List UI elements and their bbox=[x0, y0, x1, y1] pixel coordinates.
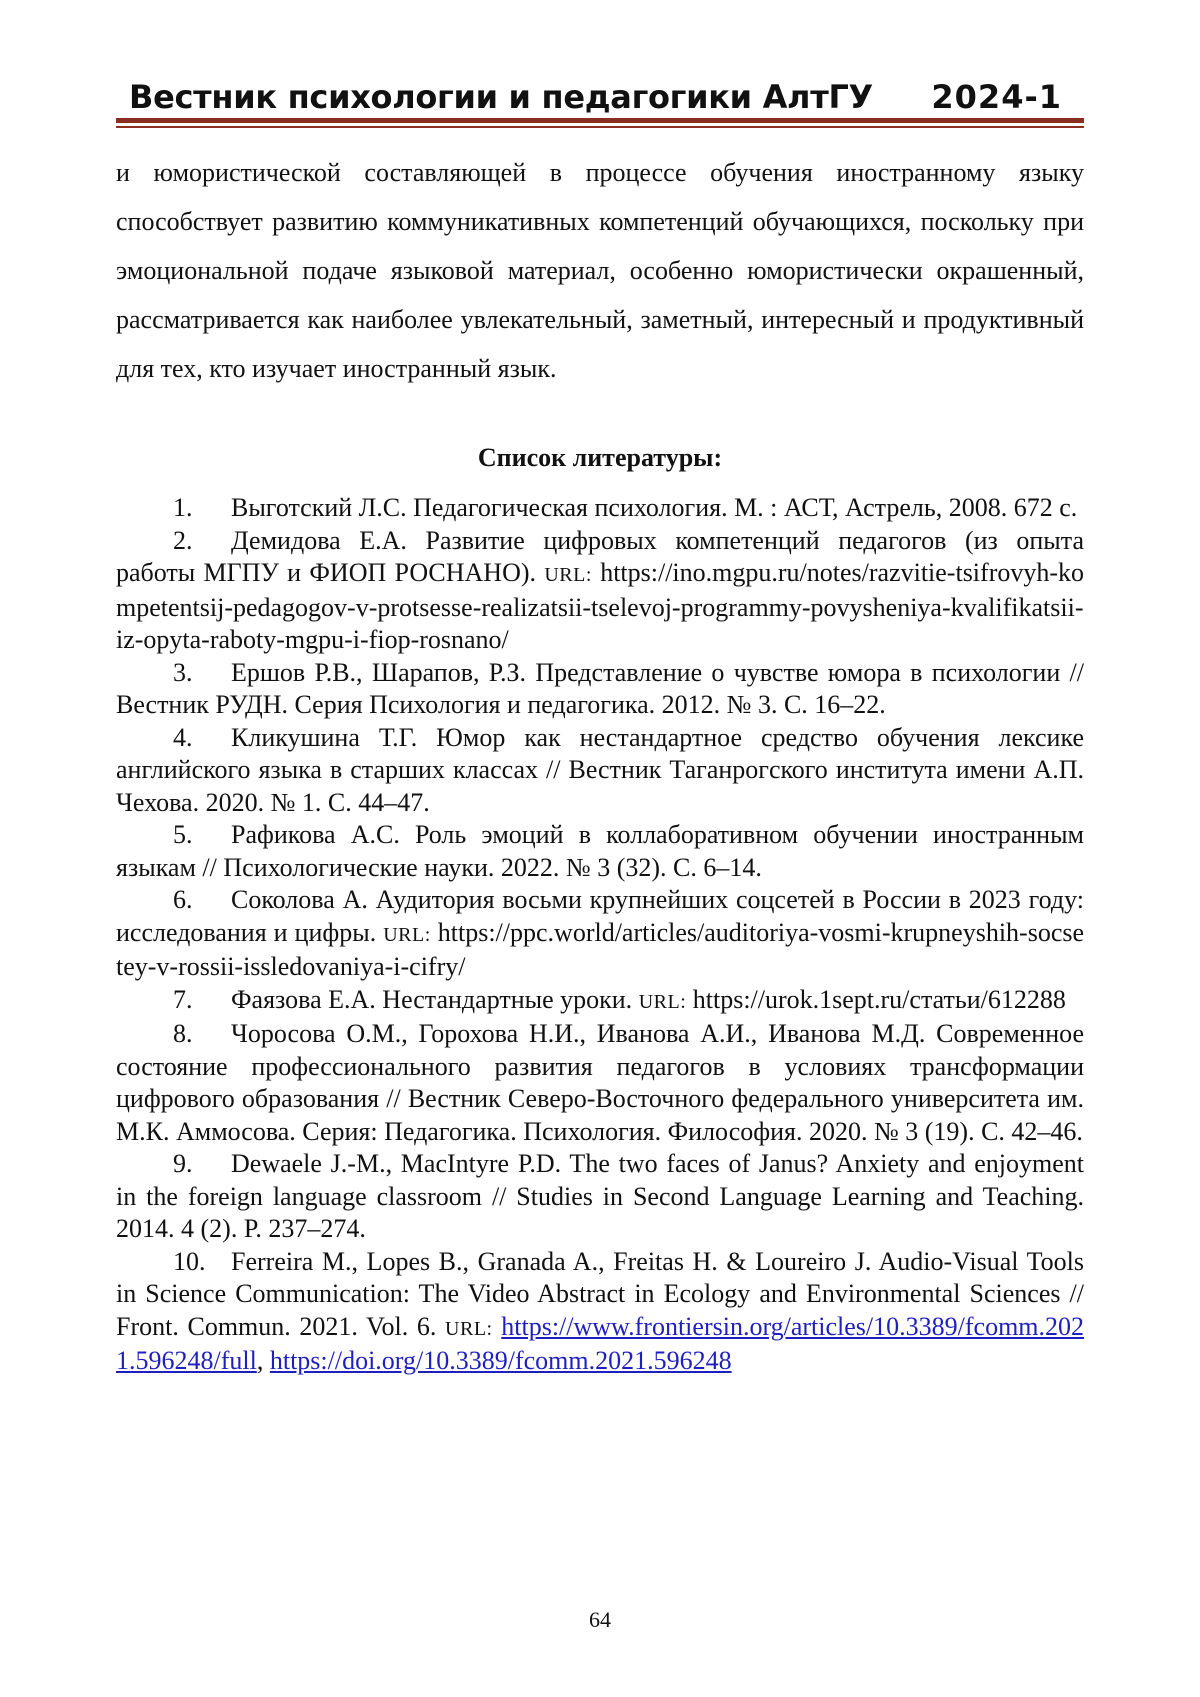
body-paragraph: и юмористической составляющей в процессе обучения иностранному языку способствует развитию коммуникативных компетенций обучающихся, поскольку при эмоциональной подаче языковой материал, особенно юмористически окрашенный, рассматривается как наиболее увлекательный, заметный, интересный и продуктивный для тех, кто изучает иностранный язык. bbox=[116, 158, 1084, 383]
reference-item bbox=[116, 657, 1084, 722]
references-heading: Список литературы: bbox=[477, 443, 723, 472]
reference-text: Ferreira M., Lopes B., Granada A., Freitas H. & Loureiro J. Audio-Visual Tools in Science Communication: The Video Abstract in Ecology and Environmental Sciences // Front. Commun. 2021. Vol. 6. bbox=[116, 1246, 1084, 1341]
reference-text: Dewaele J.-M., MacIntyre P.D. The two faces of Janus? Anxiety and enjoyment in the foreign language classroom // Studies in Second Language Learning and Teaching. 2014. 4 (2). P. 237–274. bbox=[116, 1149, 1084, 1243]
reference-item bbox=[116, 1148, 1084, 1246]
reference-number: 8. bbox=[173, 1019, 193, 1048]
reference-url: https://urok.1sept.ru/статьи/612288 bbox=[692, 984, 1066, 1014]
url-label: URL: bbox=[445, 1317, 493, 1340]
reference-url: https://ino.mgpu.ru/notes/razvitie-tsifrovyh-kompetentsij-pedagogov-v-protsesse-realizatsii-tselevoj-programmy-povysheniya-kvalifikatsii-iz-opyta-raboty-mgpu-i-fiop-rosnano/ bbox=[116, 558, 1085, 654]
reference-text: Кликушина Т.Г. Юмор как нестандартное средство обучения лексике английского языка в старших классах // Вестник Таганрогского института имени А.П. Чехова. 2020. № 1. С. 44–47. bbox=[116, 722, 1084, 817]
reference-item: 10. Ferreira M., Lopes B., Granada A., Freitas H. & Loureiro J. Audio-Visual Tools in Science Communication: The Video Abstract in Ecology and Environmental Sciences // Front. Commun. 2021. Vol. 6. URL: https://www.frontiersin.org/articles/10.3389/fcomm.2021.596248/full, https://doi.org/10.3389/fcomm.2021.596248 bbox=[116, 1246, 1085, 1375]
reference-link-frontiersin[interactable]: https://www.frontiersin.org/articles/10.3389/fcomm.2021.596248/full bbox=[116, 1311, 1085, 1375]
reference-number: 6. bbox=[173, 885, 193, 914]
reference-link-doi[interactable]: https://doi.org/10.3389/fcomm.2021.596248 bbox=[269, 1346, 732, 1375]
reference-number: 7. bbox=[173, 984, 193, 1014]
reference-text: Чоросова О.М., Горохова Н.И., Иванова А.И., Иванова М.Д. Современное состояние профессионального развития педагогов в условиях трансформации цифрового образования // Вестник Северо-Восточного федерального университета им. М.К. Аммосова. Серия: Педагогика. Психология. Философия. 2020. № 3 (19). С. 42–46. bbox=[116, 1019, 1084, 1146]
reference-item bbox=[116, 492, 1084, 525]
running-head bbox=[116, 72, 1084, 122]
reference-item bbox=[116, 722, 1084, 820]
reference-text: Выготский Л.С. Педагогическая психология. М. : АСТ, Астрель, 2008. 672 с. bbox=[231, 493, 1078, 522]
page-number: 64 bbox=[589, 1607, 611, 1632]
header-rule-thick bbox=[116, 118, 1084, 123]
reference-number: 9. bbox=[173, 1149, 193, 1178]
reference-number: 1. bbox=[173, 493, 193, 522]
reference-url: https://ppc.world/articles/auditoriya-vosmi-krupneyshih-socsetey-v-rossii-issledovaniya-i-cifry/ bbox=[116, 917, 1085, 981]
journal-title: Вестник психологии и педагогики АлтГУ bbox=[129, 78, 873, 116]
url-label: URL: bbox=[638, 990, 687, 1013]
reference-item bbox=[116, 1018, 1084, 1148]
reference-text: Соколова А. Аудитория восьми крупнейших соцсетей в России в 2023 году: исследования и цифры. bbox=[116, 885, 1084, 947]
reference-text: Ершов Р.В., Шарапов, Р.З. Представление о чувстве юмора в психологии // Вестник РУДН. Серия Психология и педагогика. 2012. № 3. С. 16–22. bbox=[116, 657, 1084, 719]
reference-number: 5. bbox=[173, 820, 193, 849]
reference-number: 10. bbox=[173, 1246, 206, 1276]
header-rule-thin bbox=[116, 126, 1084, 128]
reference-number: 4. bbox=[173, 722, 193, 752]
reference-item bbox=[116, 984, 1084, 1019]
references-list bbox=[116, 492, 1084, 1378]
reference-number: 3. bbox=[173, 657, 193, 687]
reference-item bbox=[116, 525, 1084, 657]
issue-number: 2024-1 bbox=[931, 78, 1062, 116]
reference-item bbox=[116, 884, 1084, 984]
reference-text: Демидова Е.А. Развитие цифровых компетенций педагогов (из опыта работы МГПУ и ФИОП РОСНАНО). bbox=[116, 525, 1084, 587]
url-label: URL: bbox=[383, 923, 431, 946]
reference-text: Рафикова А.С. Роль эмоций в коллаборативном обучении иностранным языкам // Психологические науки. 2022. № 3 (32). С. 6–14. bbox=[116, 820, 1084, 882]
reference-item bbox=[116, 819, 1084, 884]
reference-number: 2. bbox=[173, 525, 193, 555]
reference-text: Фаязова Е.А. Нестандартные уроки. bbox=[231, 984, 633, 1014]
url-label: URL: bbox=[544, 564, 592, 586]
